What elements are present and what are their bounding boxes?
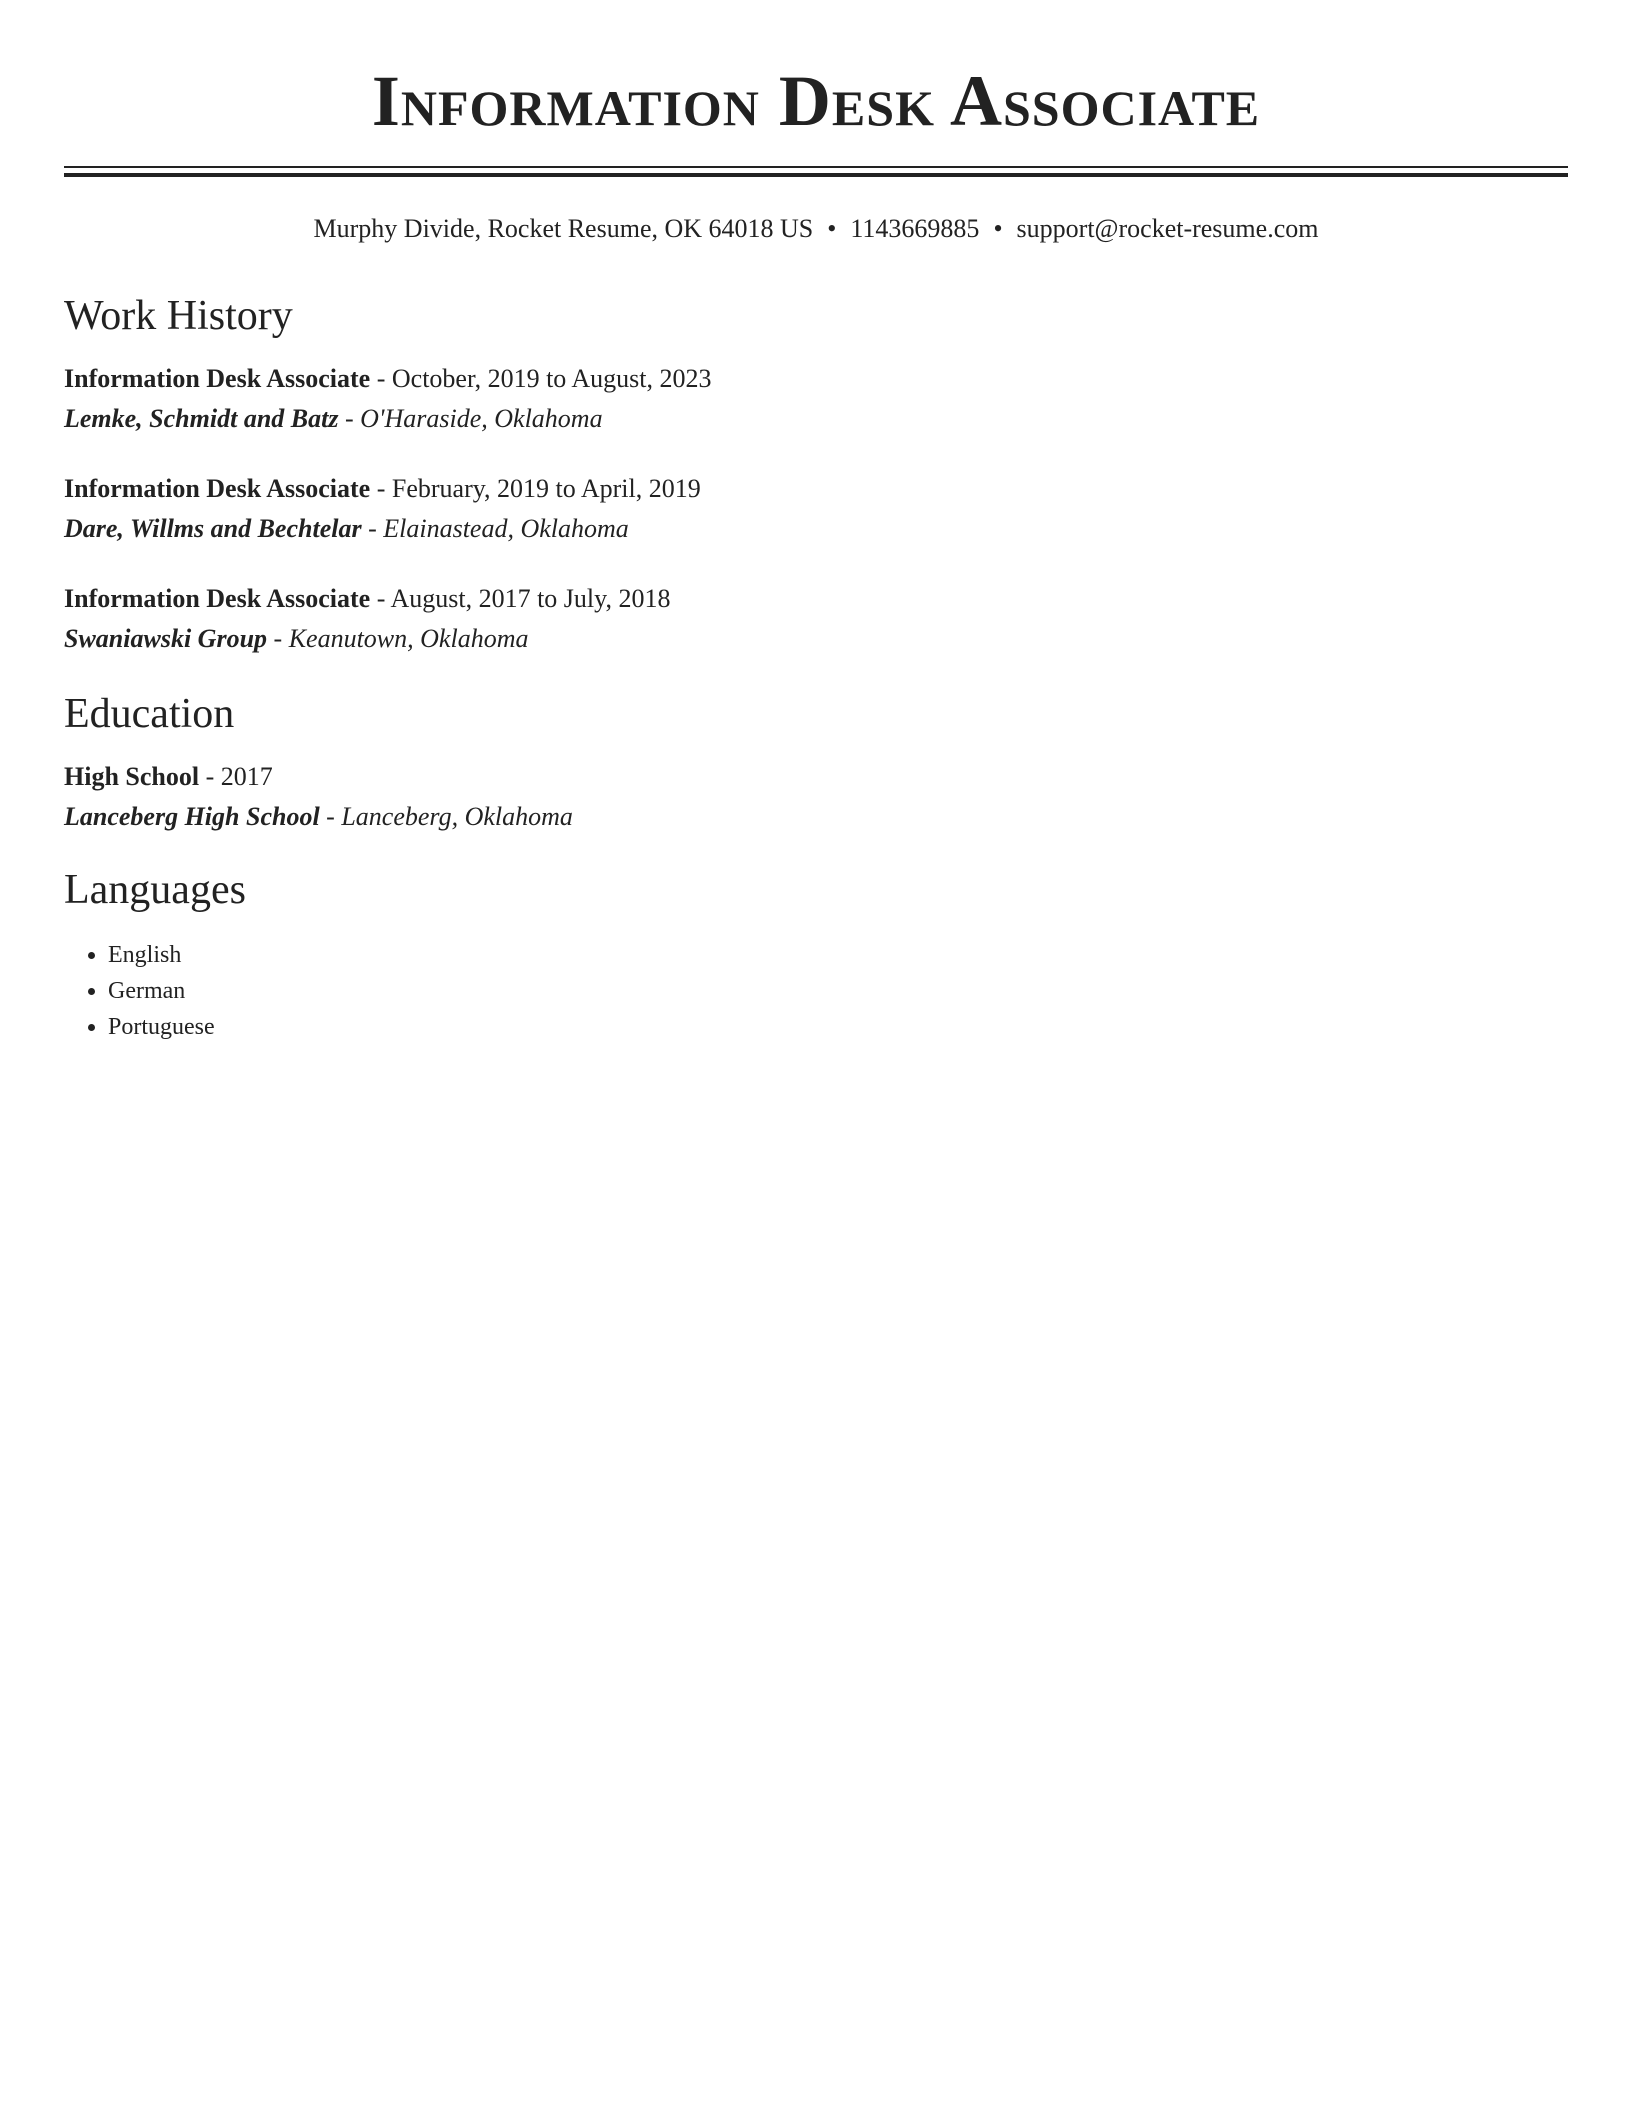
job-title-line bbox=[64, 469, 1568, 509]
job-company: Swaniawski Group bbox=[64, 624, 268, 653]
dash: - bbox=[344, 404, 354, 433]
dash: - bbox=[376, 364, 386, 393]
language-item: • German bbox=[108, 973, 1568, 1009]
job-entry bbox=[64, 579, 1568, 659]
job-dates: August, 2017 to July, 2018 bbox=[390, 584, 671, 613]
contact-phone: 1143669885 bbox=[850, 214, 980, 243]
resume-page bbox=[64, 0, 1568, 1045]
job-company-line bbox=[64, 619, 1568, 659]
education-school-line bbox=[64, 797, 1568, 837]
contact-email: support@rocket-resume.com bbox=[1016, 214, 1319, 243]
contact-separator: • bbox=[827, 214, 837, 243]
job-role: Information Desk Associate bbox=[64, 584, 371, 613]
education-degree-line bbox=[64, 757, 1568, 797]
job-title-line bbox=[64, 359, 1568, 399]
dash: - bbox=[368, 514, 377, 543]
job-role: Information Desk Associate bbox=[64, 474, 371, 503]
languages-list bbox=[64, 937, 1568, 1045]
job-role: Information Desk Associate bbox=[64, 364, 371, 393]
education-location: Lanceberg, Oklahoma bbox=[341, 802, 573, 831]
contact-separator: • bbox=[993, 214, 1003, 243]
job-company-line bbox=[64, 509, 1568, 549]
job-company: Dare, Willms and Bechtelar bbox=[64, 514, 362, 543]
job-company-line bbox=[64, 399, 1568, 439]
work-history-heading: Work History bbox=[64, 293, 293, 339]
resume-title: Information Desk Associate bbox=[371, 61, 1261, 141]
languages-heading: Languages bbox=[64, 867, 246, 913]
job-entry bbox=[64, 469, 1568, 549]
education-heading: Education bbox=[64, 691, 235, 737]
job-title-line bbox=[64, 579, 1568, 619]
education-year: 2017 bbox=[220, 762, 273, 791]
dash: - bbox=[326, 802, 335, 831]
contact-address: Murphy Divide, Rocket Resume, OK 64018 US bbox=[313, 214, 814, 243]
job-company: Lemke, Schmidt and Batz bbox=[64, 404, 339, 433]
job-location: Elainastead, Oklahoma bbox=[383, 514, 629, 543]
education-entry bbox=[64, 757, 1568, 837]
job-dates: October, 2019 to August, 2023 bbox=[391, 364, 712, 393]
education-degree: High School bbox=[64, 762, 200, 791]
language-item: • Portuguese bbox=[108, 1009, 1568, 1045]
dash: - bbox=[273, 624, 283, 653]
dash: - bbox=[376, 474, 386, 503]
job-location: Keanutown, Oklahoma bbox=[288, 624, 529, 653]
job-location: O'Haraside, Oklahoma bbox=[360, 404, 603, 433]
contact-line bbox=[64, 213, 1568, 245]
title-divider bbox=[64, 166, 1568, 177]
education-school: Lanceberg High School bbox=[64, 802, 320, 831]
job-entry bbox=[64, 359, 1568, 439]
job-dates: February, 2019 to April, 2019 bbox=[391, 474, 701, 503]
dash: - bbox=[376, 584, 386, 613]
dash: - bbox=[205, 762, 215, 791]
language-item: • English bbox=[108, 937, 1568, 973]
